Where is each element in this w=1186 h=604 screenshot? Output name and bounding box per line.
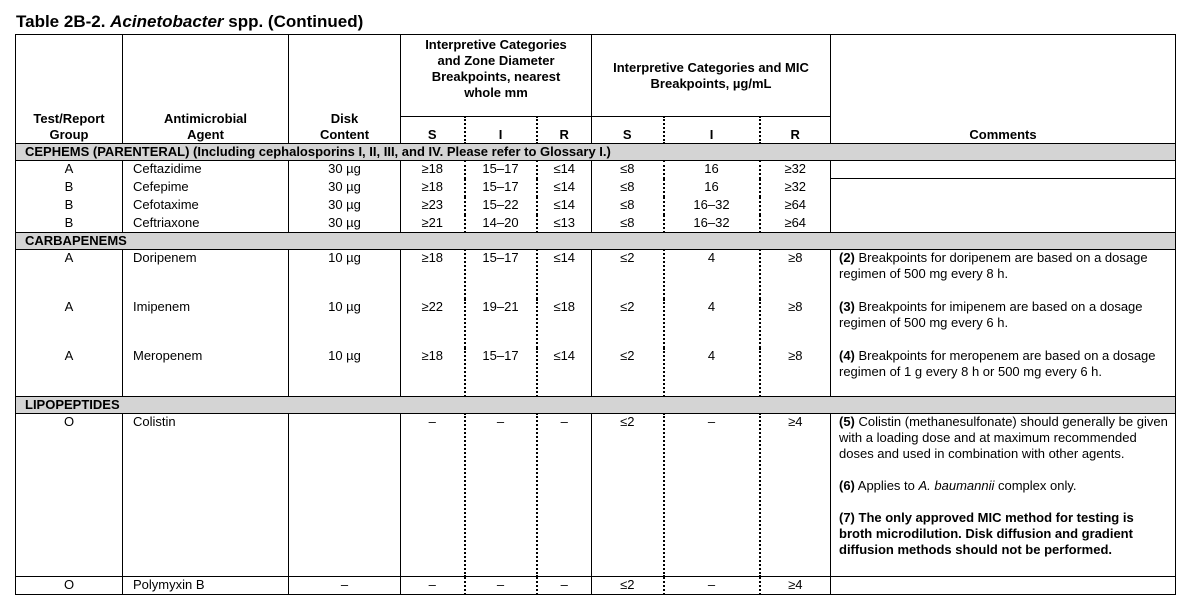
comment-colistin: (5) Colistin (methanesulfonate) should generally be given with a loading dose and at maximum recommended doses and used in combination with other agents. (6) Applies to A. baumannii complex only. (7) The only approved MIC method for testing is broth microdilution. Disk diffusion and gradient diffusion methods should not be performed. [831, 414, 1176, 577]
header-mic: Interpretive Categories and MIC Breakpoints, µg/mL [592, 35, 831, 117]
table-row: A Imipenem 10 µg ≥22 19–21 ≤18 ≤2 4 ≥8 (3) Breakpoints for imipenem are based on a dosage regimen of 500 mg every 6 h. [16, 299, 1176, 348]
header-zone-r: R [537, 117, 592, 144]
header-mic-r: R [760, 117, 831, 144]
comment-meropenem: (4) Breakpoints for meropenem are based on a dosage regimen of 1 g every 8 h or 500 mg every 6 h. [831, 348, 1176, 397]
header-agent: Antimicrobial Agent [123, 35, 289, 144]
title-organism: Acinetobacter [110, 12, 224, 31]
header-group: Test/Report Group [16, 35, 123, 144]
header-comments: Comments [831, 35, 1176, 144]
comment-imipenem: (3) Breakpoints for imipenem are based on a dosage regimen of 500 mg every 6 h. [831, 299, 1176, 348]
header-mic-i: I [664, 117, 760, 144]
section-lipopeptides: LIPOPEPTIDES [16, 397, 1176, 414]
table-row: B Ceftriaxone 30 µg ≥21 14–20 ≤13 ≤8 16–32 ≥64 [16, 215, 1176, 233]
breakpoint-table [15, 34, 1176, 595]
table-row: O Polymyxin B – – – – ≤2 – ≥4 [16, 577, 1176, 595]
table-row: A Meropenem 10 µg ≥18 15–17 ≤14 ≤2 4 ≥8 (4) Breakpoints for meropenem are based on a dosage regimen of 1 g every 8 h or 500 mg every 6 h. [16, 348, 1176, 397]
table-row: A Ceftazidime 30 µg ≥18 15–17 ≤14 ≤8 16 ≥32 [16, 161, 1176, 179]
section-cephems: CEPHEMS (PARENTERAL) (Including cephalosporins I, II, III, and IV. Please refer to Glossary I.) [16, 144, 1176, 161]
section-carbapenems: CARBAPENEMS [16, 233, 1176, 250]
header-zone-s: S [401, 117, 465, 144]
header-mic-s: S [592, 117, 664, 144]
header-disk: Disk Content [289, 35, 401, 144]
table-row: B Cefepime 30 µg ≥18 15–17 ≤14 ≤8 16 ≥32 [16, 179, 1176, 197]
header-zone: Interpretive Categories and Zone Diameter Breakpoints, nearest whole mm [401, 35, 592, 117]
table-row: B Cefotaxime 30 µg ≥23 15–22 ≤14 ≤8 16–32 ≥64 [16, 197, 1176, 215]
comment-doripenem: (2) Breakpoints for doripenem are based on a dosage regimen of 500 mg every 8 h. [831, 250, 1176, 299]
table-title: Table 2B-2. Acinetobacter spp. (Continued) [16, 12, 364, 31]
table-row: O Colistin – – – ≤2 – ≥4 (5) Colistin (methanesulfonate) should generally be given with a loading dose and at maximum recommended doses and used in combination with other agents. (6) Applies to A. baumannii complex only. (7) The only approved MIC method for testing is broth microdilution. Disk diffusion and gradient diffusion methods should not be performed. [16, 414, 1176, 577]
header-zone-i: I [465, 117, 537, 144]
table-row: A Doripenem 10 µg ≥18 15–17 ≤14 ≤2 4 ≥8 (2) Breakpoints for doripenem are based on a dosage regimen of 500 mg every 8 h. [16, 250, 1176, 299]
